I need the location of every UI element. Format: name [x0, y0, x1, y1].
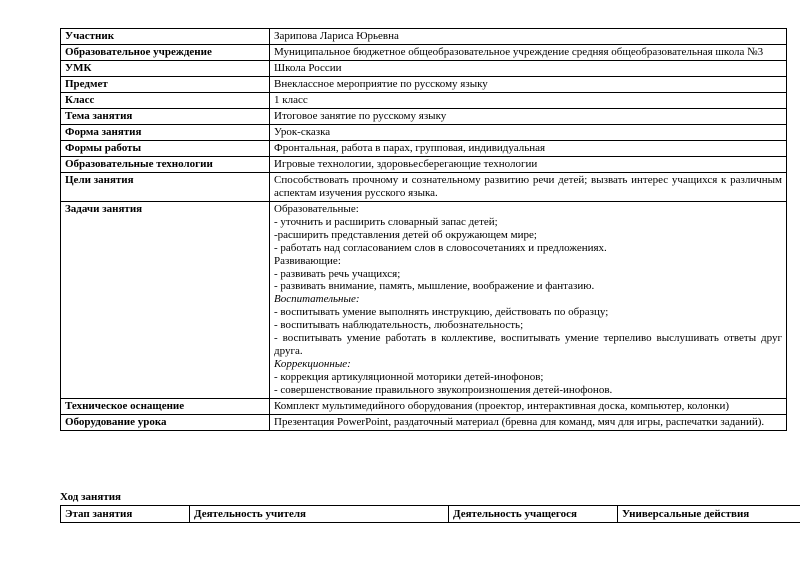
table-row — [61, 92, 787, 108]
row-value: 1 класс — [270, 92, 787, 108]
progress-table — [60, 505, 800, 523]
row-value: Урок-сказка — [270, 124, 787, 140]
row-value: Школа России — [270, 60, 787, 76]
lesson-info-body — [61, 29, 787, 431]
tasks-heading: Развивающие: — [274, 254, 341, 267]
table-row — [61, 76, 787, 92]
column-header-universal: Универсальные действия — [618, 506, 800, 523]
table-row — [61, 124, 787, 140]
row-value: Зарипова Лариса Юрьевна — [270, 29, 787, 45]
tasks-line: - коррекция артикуляционной моторики детей-инофонов; — [274, 371, 544, 384]
row-label: Предмет — [61, 76, 270, 92]
row-value: Комплект мультимедийного оборудования (проектор, интерактивная доска, компьютер, колонки) — [270, 399, 787, 415]
table-row — [61, 60, 787, 76]
tasks-line: - воспитывать умение работать в коллективе, воспитывать умение терпеливо выслушивать ответы друг друга. — [274, 332, 782, 358]
row-label: Задачи занятия — [61, 201, 270, 399]
row-value: Муниципальное бюджетное общеобразовательное учреждение средняя общеобразовательная школа №3 — [270, 44, 787, 60]
tasks-line: - развивать речь учащихся; — [274, 267, 401, 280]
row-label: Тема занятия — [61, 108, 270, 124]
tasks-line: - уточнить и расширить словарный запас детей; — [274, 215, 498, 228]
tasks-line: - воспитывать наблюдательность, любознательность; — [274, 319, 524, 332]
table-row-tasks — [61, 201, 787, 399]
column-header-student: Деятельность учащегося — [449, 506, 618, 523]
row-label: Образовательные технологии — [61, 156, 270, 172]
tasks-line: - совершенствование правильного звукопроизношения детей-инофонов. — [274, 384, 613, 397]
row-value: Презентация PowerPoint, раздаточный материал (бревна для команд, мяч для игры, распечатки заданий). — [270, 415, 787, 431]
row-label: Формы работы — [61, 140, 270, 156]
table-row — [61, 108, 787, 124]
table-row — [61, 29, 787, 45]
lesson-info-table — [60, 28, 787, 431]
row-value: Внеклассное мероприятие по русскому языку — [270, 76, 787, 92]
tasks-line: -расширить представления детей об окружающем мире; — [274, 228, 537, 241]
progress-title: Ход занятия — [60, 491, 122, 504]
row-label: Оборудование урока — [61, 415, 270, 431]
tasks-heading: Коррекционные: — [274, 358, 351, 371]
table-row — [61, 399, 787, 415]
row-label: УМК — [61, 60, 270, 76]
progress-table-body — [61, 506, 800, 523]
table-row — [61, 140, 787, 156]
table-header-row — [61, 506, 800, 523]
row-label: Цели занятия — [61, 172, 270, 201]
table-row — [61, 172, 787, 201]
row-label: Форма занятия — [61, 124, 270, 140]
column-header-teacher: Деятельность учителя — [190, 506, 449, 523]
row-value-tasks — [270, 201, 787, 399]
row-value: Игровые технологии, здоровьесберегающие технологии — [270, 156, 787, 172]
tasks-heading: Образовательные: — [274, 202, 359, 215]
tasks-line: - работать над согласованием слов в словосочетаниях и предложениях. — [274, 241, 607, 254]
row-value: Итоговое занятие по русскому языку — [270, 108, 787, 124]
tasks-heading: Воспитательные: — [274, 293, 360, 306]
table-row — [61, 44, 787, 60]
row-label: Участник — [61, 29, 270, 45]
row-value: Фронтальная, работа в парах, групповая, индивидуальная — [270, 140, 787, 156]
tasks-line: - развивать внимание, память, мышление, воображение и фантазию. — [274, 280, 595, 293]
row-label: Техническое оснащение — [61, 399, 270, 415]
row-value: Способствовать прочному и сознательному развитию речи детей; вызвать интерес учащихся к различным аспектам изучения русского языка. — [270, 172, 787, 201]
section-spacer — [60, 431, 770, 491]
row-label: Класс — [61, 92, 270, 108]
table-row — [61, 415, 787, 431]
tasks-line: - воспитывать умение выполнять инструкцию, действовать по образцу; — [274, 306, 609, 319]
column-header-stage: Этап занятия — [61, 506, 190, 523]
table-row — [61, 156, 787, 172]
row-label: Образовательное учреждение — [61, 44, 270, 60]
